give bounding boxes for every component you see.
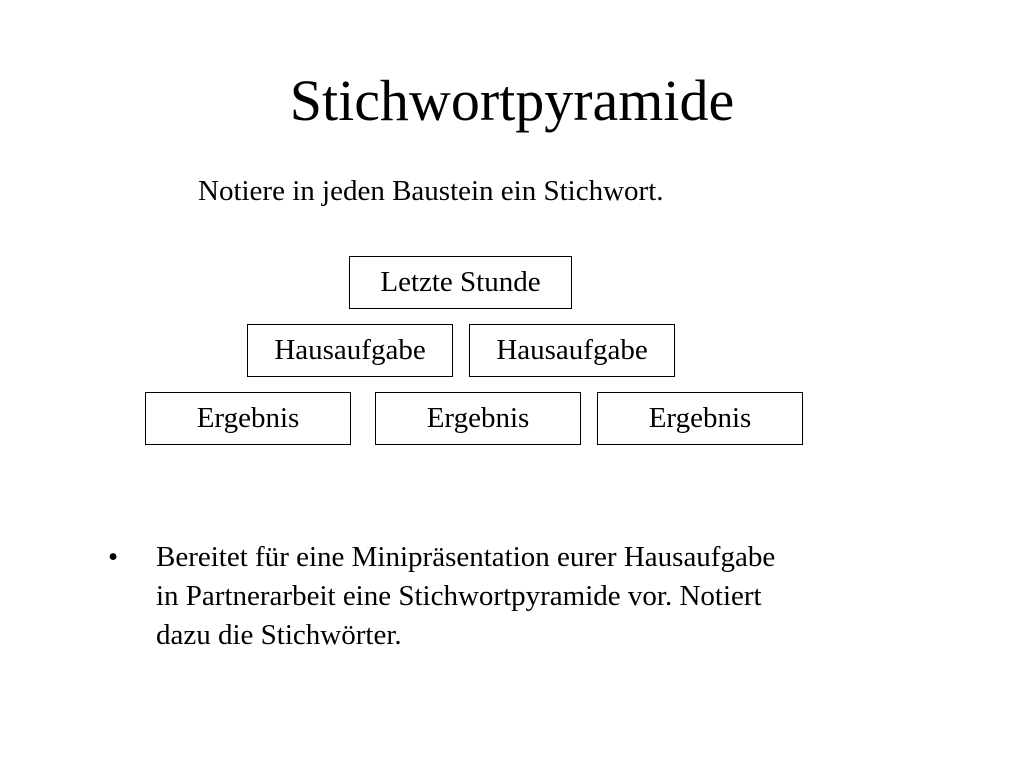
slide-title: Stichwortpyramide [289, 68, 735, 133]
pyramid-block-bottom-center: Ergebnis [375, 392, 581, 445]
pyramid-block-bottom-right: Ergebnis [597, 392, 803, 445]
bullet-item [0, 538, 1024, 668]
bullet-line: dazu die Stichwörter. [156, 619, 402, 651]
pyramid-block-middle-left: Hausaufgabe [247, 324, 453, 377]
bullet-glyph: • [108, 541, 119, 573]
pyramid-block-middle-right: Hausaufgabe [469, 324, 675, 377]
bullet-line: Bereitet für eine Minipräsentation eurer Hausaufgabe [156, 541, 776, 573]
instruction-text: Notiere in jeden Baustein ein Stichwort. [198, 175, 664, 207]
bullet-text [156, 538, 906, 655]
pyramid-block-top: Letzte Stunde [349, 256, 572, 309]
pyramid-block-bottom-left: Ergebnis [145, 392, 351, 445]
bullet-line: in Partnerarbeit eine Stichwortpyramide vor. Notiert [156, 580, 762, 612]
